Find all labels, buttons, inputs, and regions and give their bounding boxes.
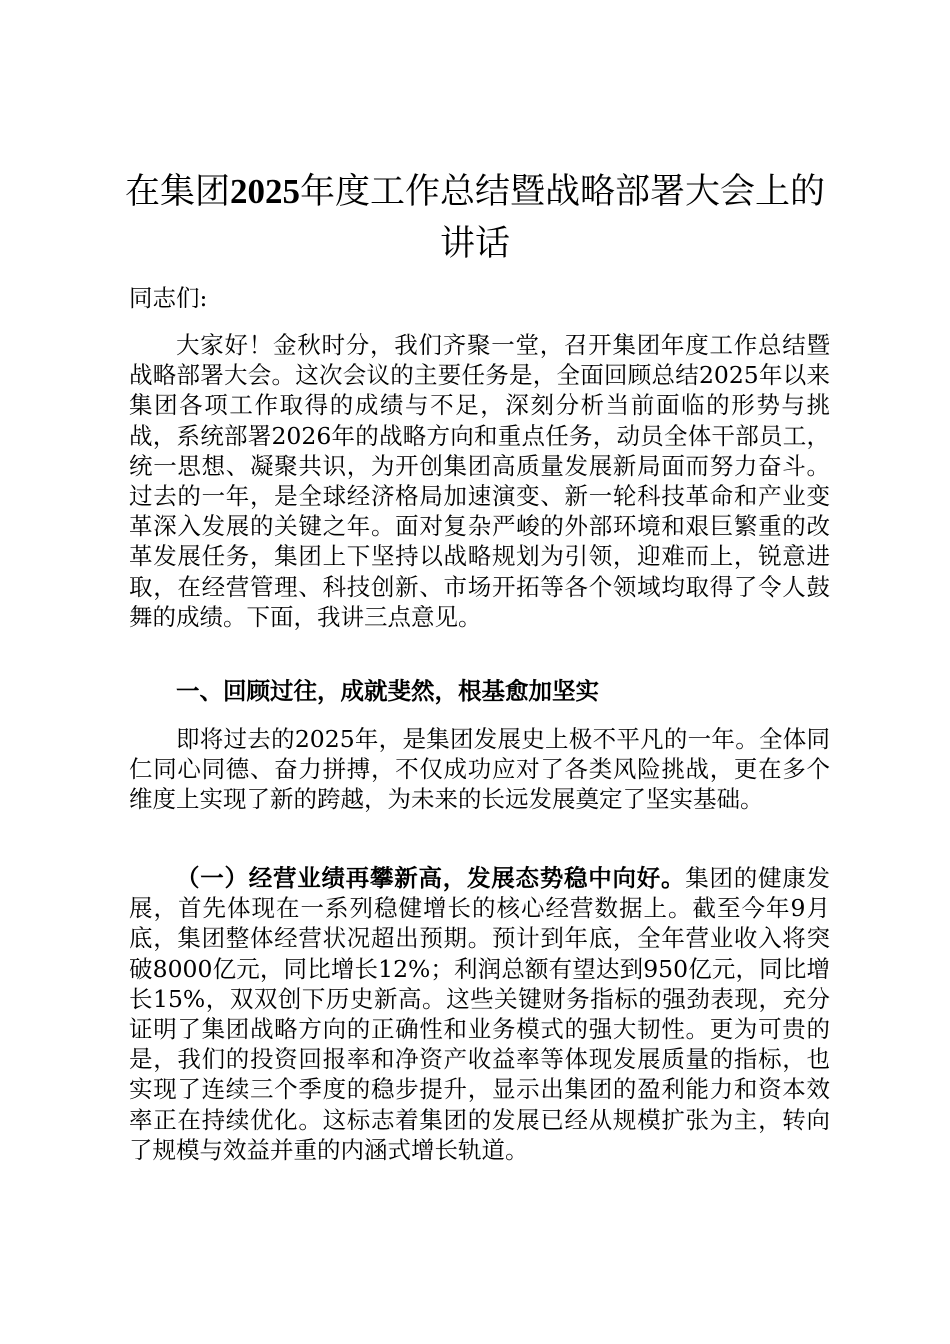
greeting: 同志们: — [129, 284, 208, 312]
section-one-paragraph: 即将过去的2025年，是集团发展史上极不平凡的一年。全体同仁同心同德、奋力拼搏，不仅成功应对了各类风险挑战，更在多个维度上实现了新的跨越，为未来的长远发展奠定了坚实基础。 — [129, 725, 830, 814]
title-prefix: 在集团 — [124, 172, 230, 212]
subsection-one-paragraph — [129, 863, 830, 1165]
section-one-heading: 一、回顾过往，成就斐然，根基愈加坚实 — [176, 677, 599, 705]
title-year: 2025 — [230, 172, 300, 211]
title-suffix: 年度工作总结暨战略部署大会上的讲话 — [300, 172, 826, 264]
subsection-one-lead: （一）经营业绩再攀新高，发展态势稳中向好。 — [176, 864, 686, 892]
intro-paragraph: 大家好！金秋时分，我们齐聚一堂，召开集团年度工作总结暨战略部署大会。这次会议的主要任务是，全面回顾总结2025年以来集团各项工作取得的成绩与不足，深刻分析当前面临的形势与挑战，系统部署2026年的战略方向和重点任务，动员全体干部员工，统一思想、凝聚共识，为开创集团高质量发展新局面而努力奋斗。过去的一年，是全球经济格局加速演变、新一轮科技革命和产业变革深入发展的关键之年。面对复杂严峻的外部环境和艰巨繁重的改革发展任务，集团上下坚持以战略规划为引领，迎难而上，锐意进取，在经营管理、科技创新、市场开拓等各个领域均取得了令人鼓舞的成绩。下面，我讲三点意见。 — [129, 331, 830, 631]
subsection-one-body: 集团的健康发展，首先体现在一系列稳健增长的核心经营数据上。截至今年9月底，集团整体经营状况超出预期。预计到年底，全年营业收入将突破8000亿元，同比增长12%；利润总额有望达到950亿元，同比增长15%，双双创下历史新高。这些关键财务指标的强劲表现，充分证明了集团战略方向的正确性和业务模式的强大韧性。更为可贵的是，我们的投资回报率和净资产收益率等体现发展质量的指标，也实现了连续三个季度的稳步提升，显示出集团的盈利能力和资本效率正在持续优化。这标志着集团的发展已经从规模扩张为主，转向了规模与效益并重的内涵式增长轨道。 — [129, 864, 830, 1164]
document-title — [120, 166, 830, 270]
